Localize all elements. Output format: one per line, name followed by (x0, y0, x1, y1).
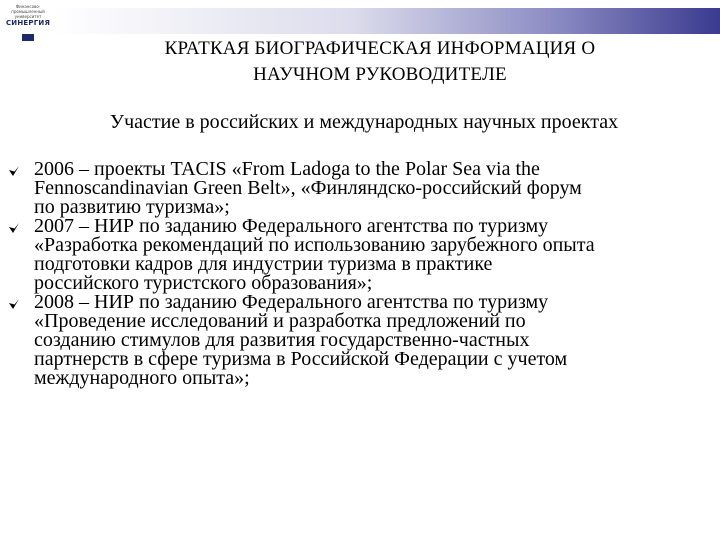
header-gradient-bar (52, 8, 720, 34)
list-item (34, 217, 710, 293)
logo-badge-icon (22, 34, 34, 41)
checkmark-bullet-icon (8, 222, 20, 234)
list-item-line: созданию стимулов для развития государственно-частных (34, 329, 530, 351)
list-item-line: по развитию туризма»; (34, 196, 230, 218)
list-item-line: Fennoscandinavian Green Belt», «Финляндско-российский форум (34, 177, 582, 199)
page-title (60, 36, 700, 88)
checkmark-bullet-icon (8, 165, 20, 177)
logo-wordmark: СИНЕРГИЯ (5, 19, 51, 27)
list-item-line: 2008 – НИР по заданию Федерального агентства по туризму (34, 291, 549, 313)
list-item-line: 2007 – НИР по заданию Федерального агентства по туризму (34, 215, 549, 237)
list-item-line: международного опыта»; (34, 367, 250, 389)
logo-small-top: Финансово-промышленный (11, 4, 45, 14)
list-item-line: российского туристского образования»; (34, 272, 373, 294)
page-title-line-2: НАУЧНОМ РУКОВОДИТЕЛЕ (253, 64, 507, 85)
checkmark-bullet-icon (8, 298, 20, 310)
list-item-line: партнерств в сфере туризма в Российской Федерации с учетом (34, 348, 568, 370)
list-item-line: 2006 – проекты TACIS «From Ladoga to the Polar Sea via the (34, 158, 540, 180)
list-item-line: «Разработка рекомендаций по использованию зарубежного опыта (34, 234, 595, 256)
list-item-line: подготовки кадров для индустрии туризма в практике (34, 253, 493, 275)
list-item (34, 293, 710, 388)
page-title-line-1: КРАТКАЯ БИОГРАФИЧЕСКАЯ ИНФОРМАЦИЯ О (164, 38, 596, 59)
projects-list (34, 160, 710, 388)
logo-small-bottom: университет (14, 14, 42, 19)
list-item (34, 160, 710, 217)
synergy-logo (2, 4, 54, 46)
section-subtitle: Участие в российских и международных научных проектах (109, 111, 619, 133)
list-item-line: «Проведение исследований и разработка предложений по (34, 310, 526, 332)
